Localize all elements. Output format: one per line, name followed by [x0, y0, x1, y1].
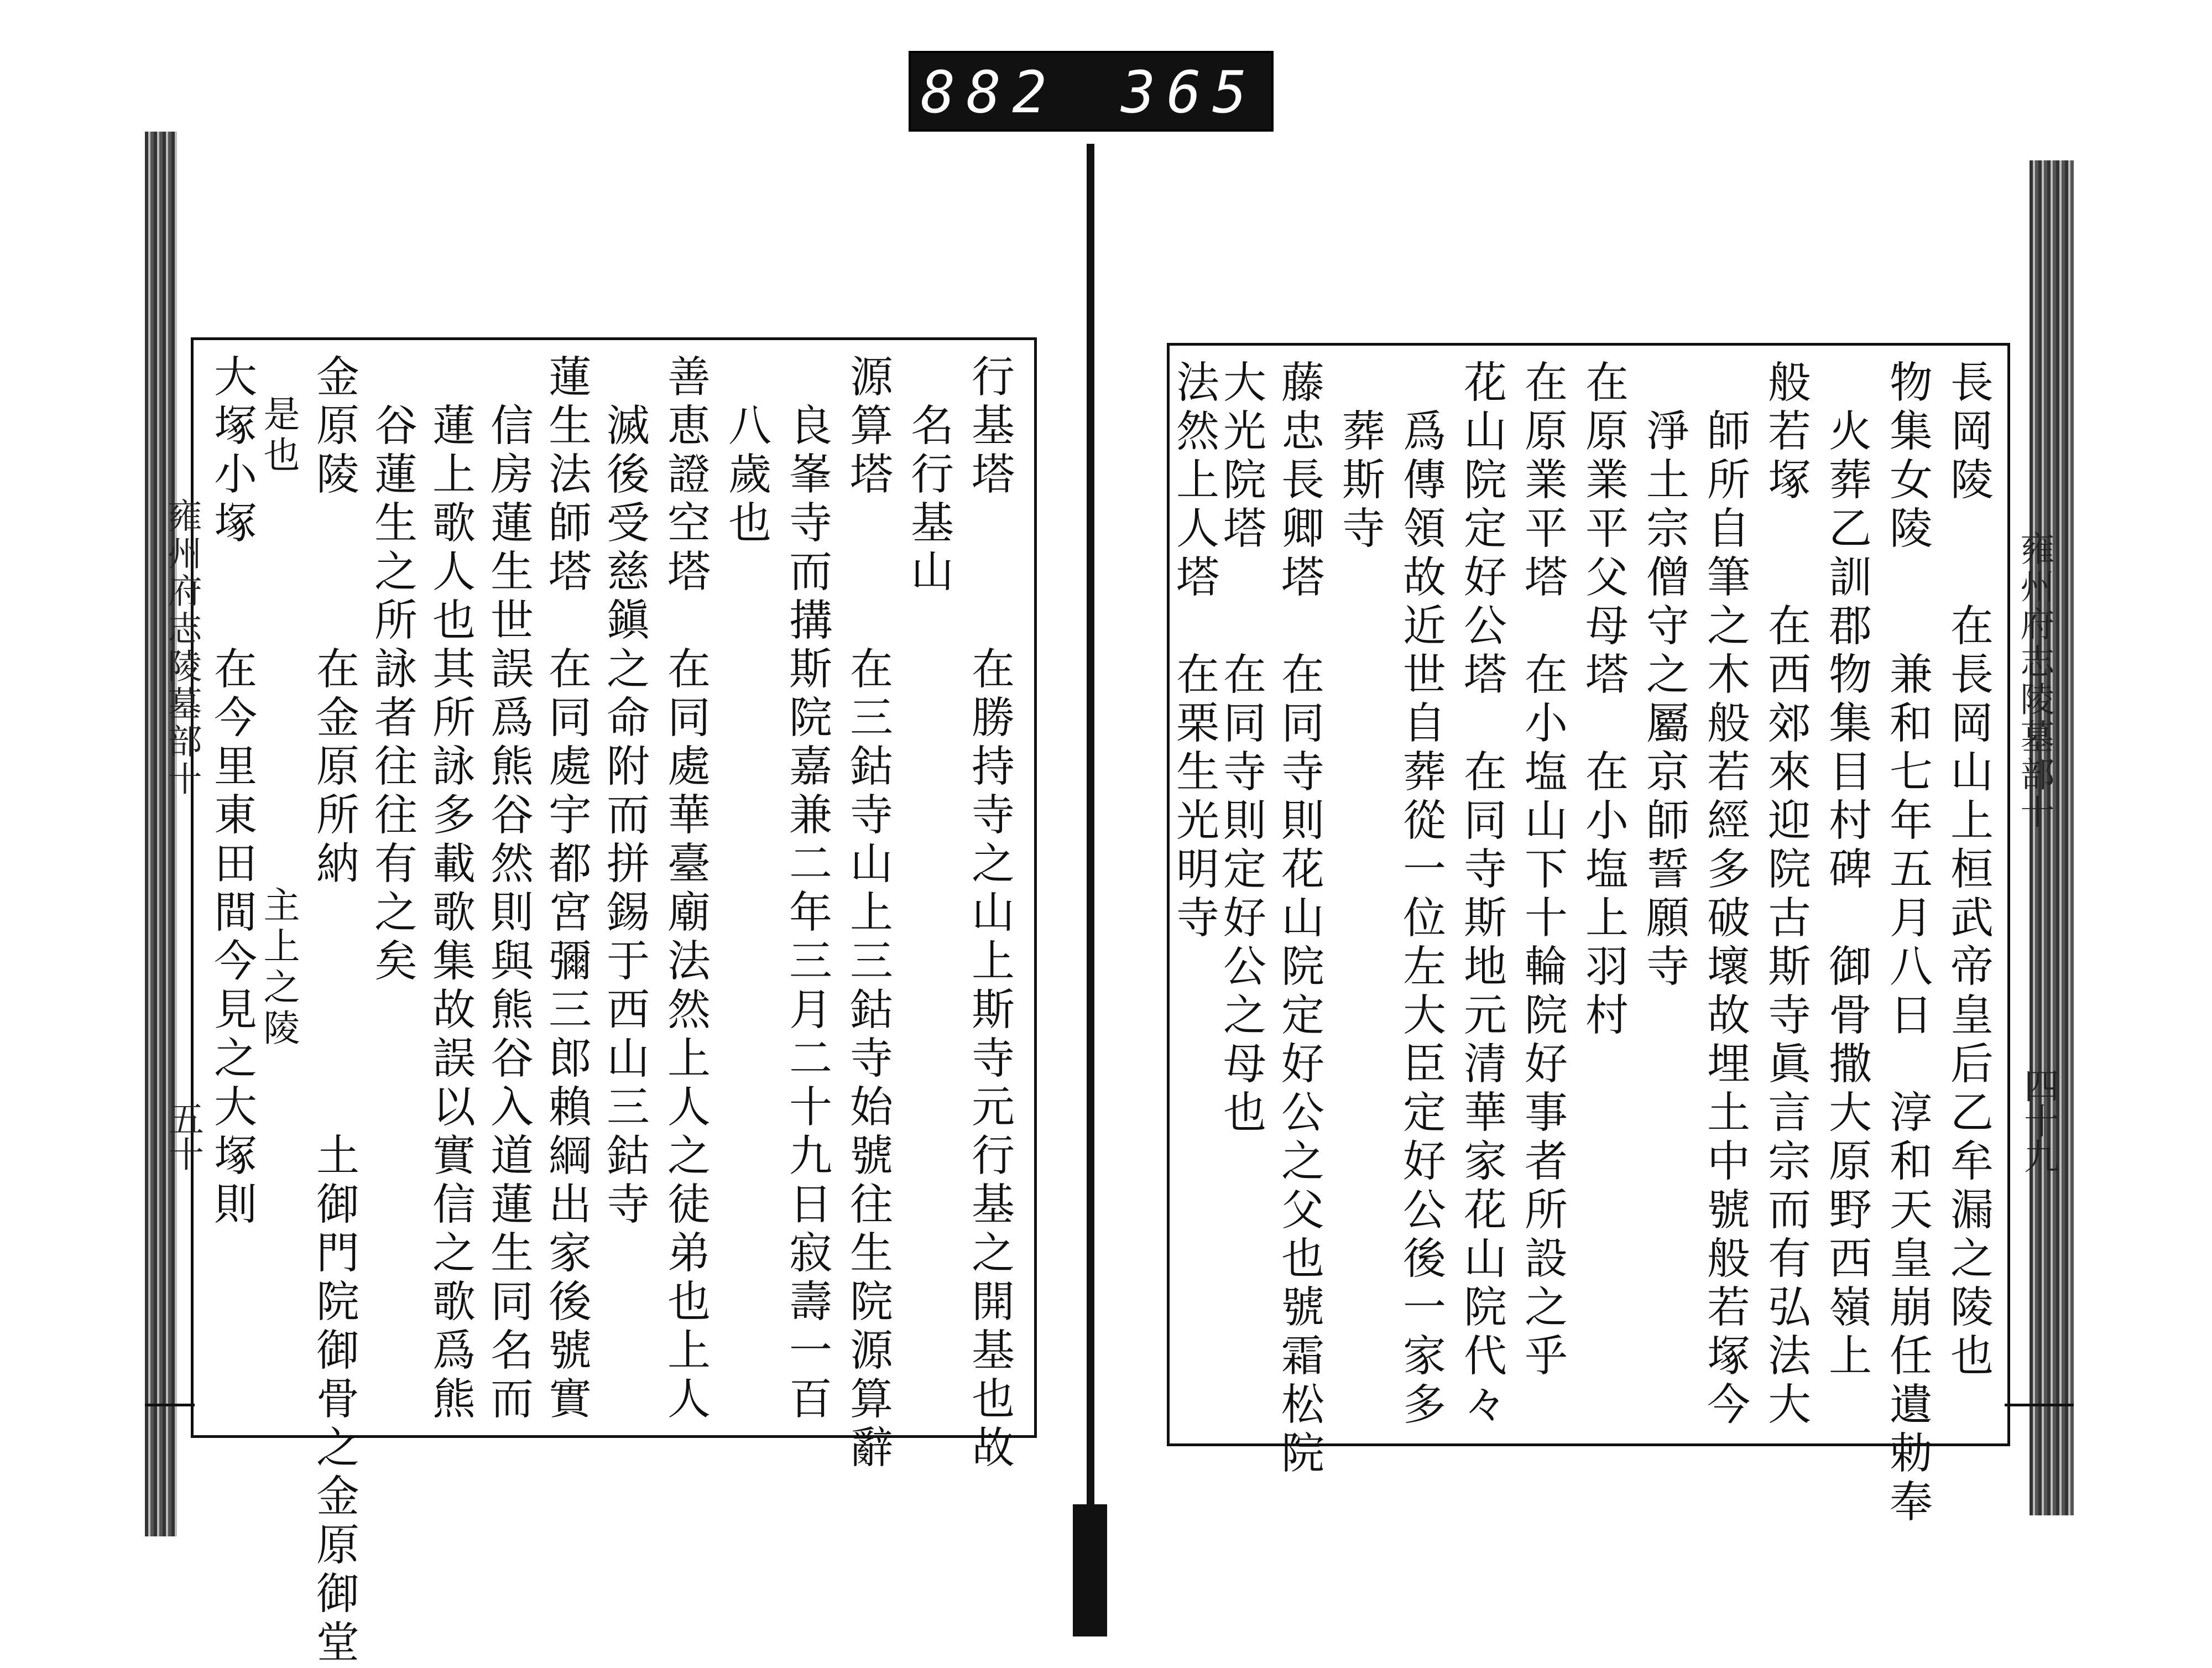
text-column: 金原陵 在金原所納 — [309, 354, 359, 889]
binding-thread-right — [2005, 1404, 2074, 1406]
text-column: 葬斯寺 — [1335, 359, 1385, 554]
left-page-edge — [145, 132, 177, 1536]
right-margin-label: 雍州府志陵墓部十 — [2015, 531, 2055, 832]
stamp-number-left: 882 — [921, 59, 1058, 126]
text-column: 物集女陵 兼和七年五月八日 淳和天皇崩任遺勅奉 — [1882, 359, 1932, 1528]
text-column: 般若塚 在西郊來迎院古斯寺眞言宗而有弘法大 — [1761, 359, 1811, 1430]
book-spine-tail — [1073, 1504, 1107, 1636]
catalog-stamp — [909, 51, 1274, 132]
text-column: 淨土宗僧守之屬京師誓願寺 — [1639, 359, 1689, 992]
text-column: 師所自筆之木般若經多破壞故埋土中號般若塚今 — [1700, 359, 1750, 1430]
text-column: 八歲也 — [721, 354, 771, 549]
right-page-edge — [2030, 160, 2074, 1515]
text-column: 名行基山 — [904, 354, 953, 597]
text-column: 是也 主上之陵 — [257, 354, 300, 1050]
text-column: 火葬乙訓郡物集目村碑 御骨撒大原野西嶺上 — [1822, 359, 1871, 1382]
text-column: 爲傳領故近世自葬從一位左大臣定好公後一家多 — [1396, 359, 1446, 1430]
left-folio: 五十 — [163, 1101, 204, 1171]
text-column: 蓮生法師塔 在同處宇都宮彌三郎賴綱出家後號實 — [541, 354, 591, 1425]
text-column: 法然上人塔 在栗生光明寺 — [1169, 359, 1219, 944]
text-column: 蓮上歌人也其所詠多載歌集故誤以實信之歌爲熊 — [425, 354, 475, 1425]
text-column: 谷蓮生之所詠者往往有之矣 — [367, 354, 417, 987]
book-spine — [1087, 144, 1094, 1636]
text-column: 藤忠長卿塔 在同寺則花山院定好公之父也號霜松院 — [1274, 359, 1324, 1479]
text-column: 大塚小塚 在今里東田間今見之大塚則 — [207, 354, 257, 1230]
text-column: 滅後受慈鎭之命附而拼錫于西山三鈷寺 — [599, 354, 649, 1230]
text-column: 在原業平塔 在小塩山下十輪院好事者所設之乎 — [1517, 359, 1567, 1382]
text-column: 在原業平父母塔 在小塩上羽村 — [1578, 359, 1628, 1041]
text-column: 行基塔 在勝持寺之山上斯寺元行基之開基也故 — [964, 354, 1014, 1473]
text-column: 源算塔 在三鈷寺山上三鈷寺始號往生院源算辭 — [843, 354, 893, 1473]
text-column: 土御門院御骨之金原御堂 — [309, 841, 359, 1668]
stamp-number-right: 365 — [1121, 59, 1258, 126]
binding-thread-left — [145, 1404, 195, 1406]
left-margin-label: 雍州府志陵墓部十 — [162, 498, 202, 799]
text-column: 良峯寺而搆斯院嘉兼二年三月二十九日寂壽一百 — [782, 354, 832, 1425]
text-column: 大光院塔 在同寺則定好公之母也 — [1216, 359, 1266, 1138]
text-column: 花山院定好公塔 在同寺斯地元清華家花山院代々 — [1457, 359, 1506, 1430]
text-column: 長岡陵 在長岡山上桓武帝皇后乙牟漏之陵也 — [1943, 359, 1993, 1382]
text-column: 善恵證空塔 在同處華臺廟法然上人之徒弟也上人 — [660, 354, 710, 1425]
right-folio: 四十九 — [2018, 1067, 2059, 1174]
text-column: 信房蓮生世誤爲熊谷然則與熊谷入道蓮生同名而 — [483, 354, 533, 1425]
